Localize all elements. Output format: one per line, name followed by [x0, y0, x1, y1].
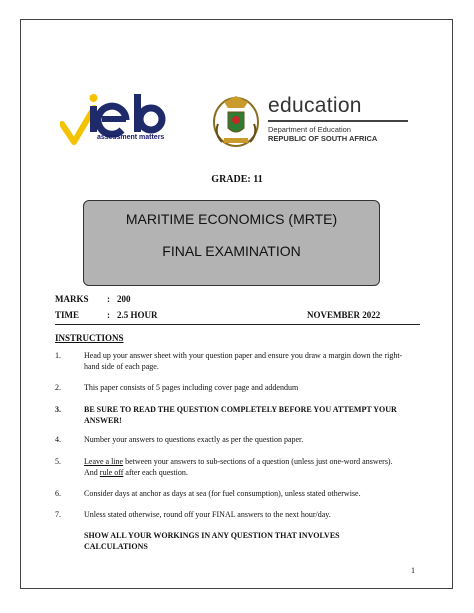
instruction-text: Unless stated otherwise, round off your FINAL answers to the next hour/day.	[84, 510, 331, 519]
marks-colon: :	[107, 294, 110, 304]
instruction-number: 6.	[55, 489, 61, 498]
time-label: TIME	[55, 310, 80, 320]
republic-line: REPUBLIC OF SOUTH AFRICA	[268, 134, 378, 143]
department-line: Department of Education	[268, 125, 351, 134]
grade-label: GRADE: 11	[211, 174, 263, 185]
instruction-text: Consider days at anchor as days at sea (for fuel consumption), unless stated otherwise.	[84, 489, 361, 498]
instruction-number: 4.	[55, 435, 61, 444]
instruction-number: 5.	[55, 457, 61, 466]
instructions-heading: INSTRUCTIONS	[55, 333, 124, 343]
department-branding	[268, 94, 438, 143]
education-rule	[268, 120, 408, 122]
instruction-text: Number your answers to questions exactly as per the question paper.	[84, 435, 304, 444]
page-number: 1	[411, 566, 415, 575]
coat-of-arms-icon	[210, 94, 262, 148]
show-workings-note: SHOW ALL YOUR WORKINGS IN ANY QUESTION THAT INVOLVES CALCULATIONS	[84, 531, 340, 551]
leave-a-line-text: Leave a line	[84, 457, 124, 466]
instruction-number: 7.	[55, 510, 61, 519]
instruction-number: 3.	[55, 405, 61, 414]
instruction-text: BE SURE TO READ THE QUESTION COMPLETELY BEFORE YOU ATTEMPT YOUR ANSWER!	[84, 405, 397, 425]
marks-label: MARKS	[55, 294, 89, 304]
instruction-text: Head up your answer sheet with your question paper and ensure you draw a margin down the right-hand side of each page.	[84, 351, 403, 371]
and-text: And	[84, 468, 100, 477]
ieb-logo	[60, 94, 200, 156]
header-divider	[55, 324, 420, 325]
time-colon: :	[107, 310, 110, 320]
after-each-question-text: after each question.	[123, 468, 188, 477]
ieb-dot	[90, 94, 98, 102]
instruction-number: 2.	[55, 383, 61, 392]
education-title: education	[268, 94, 362, 117]
ieb-check-mark	[62, 108, 94, 142]
marks-value: 200	[117, 294, 131, 304]
exam-date: NOVEMBER 2022	[307, 310, 381, 320]
header-logos	[60, 94, 420, 156]
subject-title: MARITIME ECONOMICS (MRTE)	[125, 211, 338, 227]
time-value: 2.5 HOUR	[117, 310, 158, 320]
instruction-text	[84, 456, 414, 478]
between-answers-text: between your answers to sub-sections of a question (unless just one-word answers).	[123, 457, 393, 466]
ieb-tagline: assessment matters	[97, 134, 165, 141]
ieb-logo-graphic	[60, 94, 200, 156]
title-box	[83, 200, 380, 286]
exam-title: FINAL EXAMINATION	[162, 243, 301, 259]
rule-off-text: rule off	[99, 468, 124, 477]
instruction-number: 1.	[55, 351, 61, 360]
instruction-text: This paper consists of 5 pages including cover page and addendum	[84, 383, 299, 392]
ieb-letter-b-bowl	[140, 108, 162, 130]
